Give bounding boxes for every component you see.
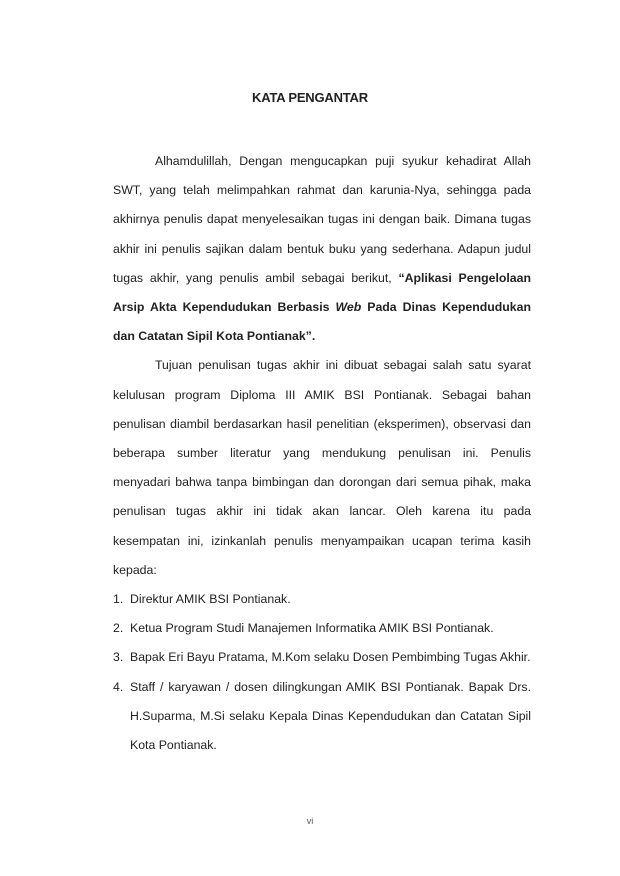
page-number: vi xyxy=(306,816,314,826)
thesis-title-web: Web xyxy=(335,300,362,315)
paragraph-intro-text: Alhamdulillah, Dengan mengucapkan puji syukur kehadirat Allah SWT, yang telah melimpahkan rahmat dan karunia-Nya, sehingga pada akhirnya penulis dapat menyelesaikan tugas ini dengan baik. Dimana tugas akhir ini penulis sajikan dalam bentuk buku yang sederhana. Adapun judul tugas akhir, yang penulis ambil sebagai berikut, xyxy=(113,154,531,285)
list-item xyxy=(113,673,531,761)
list-item xyxy=(113,643,531,672)
thesis-title-part2: Pada Dinas Kependudukan dan Catatan Sipil Kota Pontianak”. xyxy=(113,300,531,344)
list-item-number: 1. xyxy=(113,592,124,607)
list-item-number: 4. xyxy=(113,679,124,694)
list-item-text: Ketua Program Studi Manajemen Informatika AMIK BSI Pontianak. xyxy=(130,621,494,636)
document-body xyxy=(113,147,531,760)
paragraph-purpose: Tujuan penulisan tugas akhir ini dibuat sebagai salah satu syarat kelulusan program Diploma III AMIK BSI Pontianak. Sebagai bahan penulisan diambil berdasarkan hasil penelitian (eksperimen), observasi dan beberapa sumber literatur yang mendukung penulisan ini. Penulis menyadari bahwa tanpa bimbingan dan dorongan dari semua pihak, maka penulisan tugas akhir ini tidak akan lancar. Oleh karena itu pada kesempatan ini, izinkanlah penulis menyampaikan ucapan terima kasih kepada: xyxy=(113,358,531,577)
acknowledgement-list xyxy=(113,585,531,760)
paragraph-intro xyxy=(113,147,531,351)
page-title: KATA PENGANTAR xyxy=(252,90,368,105)
list-item-number: 3. xyxy=(113,650,124,665)
list-item xyxy=(113,614,531,643)
list-item-number: 2. xyxy=(113,621,124,636)
list-item-text: Bapak Eri Bayu Pratama, M.Kom selaku Dosen Pembimbing Tugas Akhir. xyxy=(130,650,531,665)
list-item-text: Direktur AMIK BSI Pontianak. xyxy=(130,592,291,607)
thesis-title-part1: “Aplikasi Pengelolaan Arsip Akta Kependudukan Berbasis xyxy=(113,270,531,315)
list-item xyxy=(113,585,531,614)
list-item-text: Staff / karyawan / dosen dilingkungan AMIK BSI Pontianak. Bapak Drs. H.Suparma, M.Si selaku Kepala Dinas Kependudukan dan Catatan Sipil Kota Pontianak. xyxy=(130,679,531,753)
